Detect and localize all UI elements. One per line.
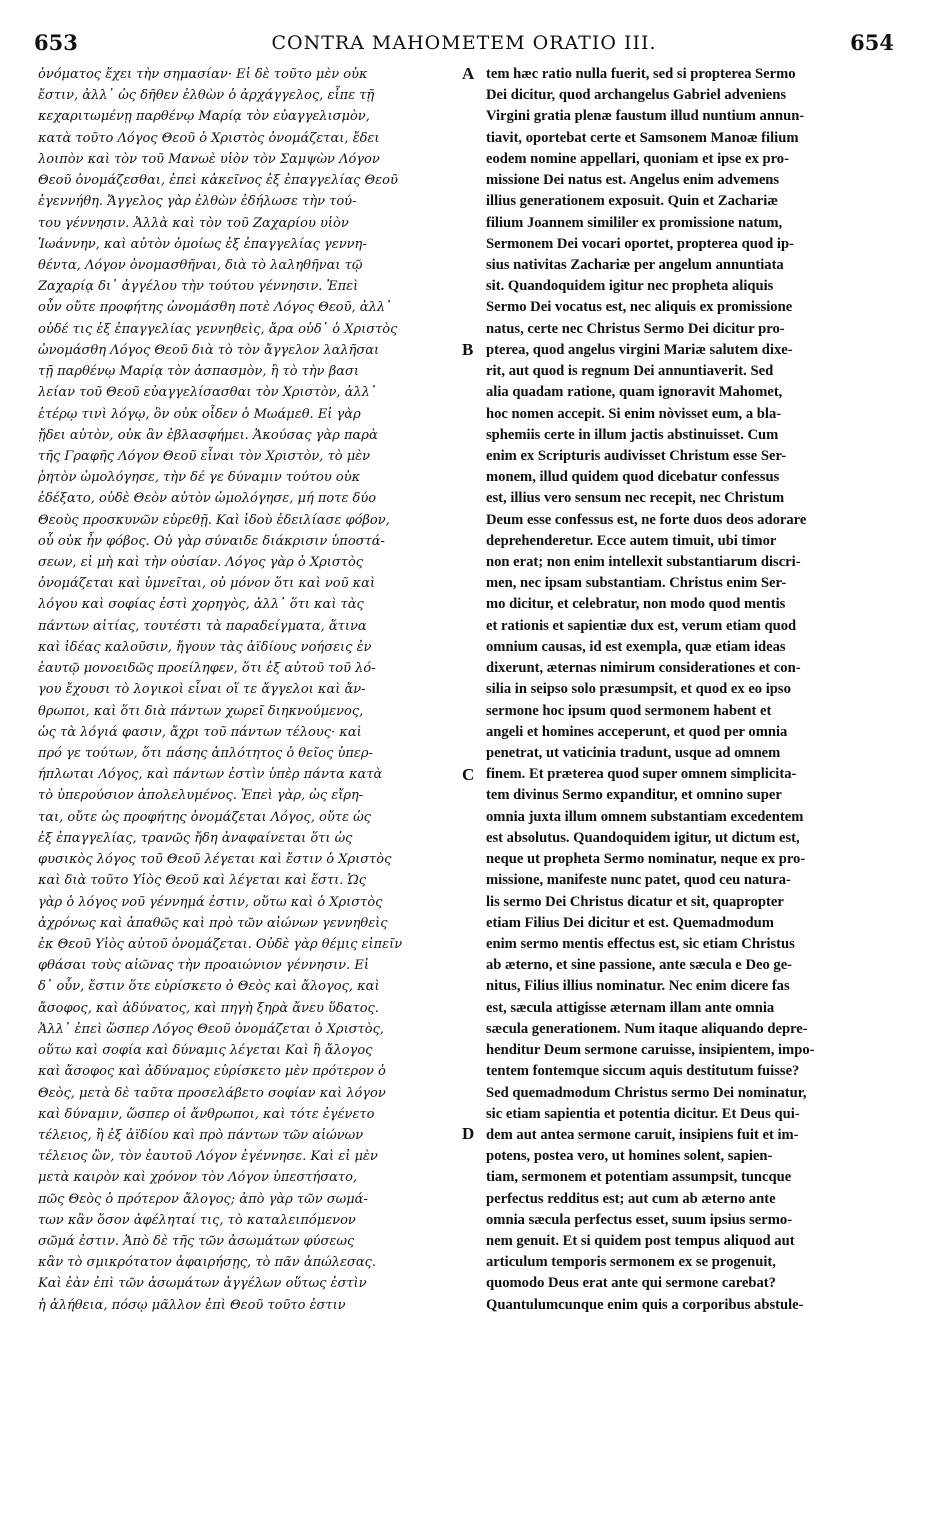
latin-text-line: tiavit, oportebat certe et Samsonem Manoæ filium: [486, 129, 799, 146]
greek-text-line: πάντων αἰτίας, τουτέστι τὰ παραδείγματα, ἅτινα: [38, 618, 367, 634]
latin-text-column: [486, 64, 910, 1316]
latin-text-line: monem, illud quidem quod dicebatur confessus: [486, 469, 780, 486]
latin-text-line: tem hæc ratio nulla fuerit, sed si propterea Sermo: [486, 66, 796, 82]
section-marker-a: A: [462, 64, 475, 83]
greek-text-line: Θεοῦ ὀνομάζεσθαι, ἐπεὶ κἀκεῖνος ἐξ ἐπαγγελίας Θεοῦ: [38, 173, 398, 189]
latin-text-line: omnia sæcula perfectus esset, suum ipsius sermo-: [486, 1211, 793, 1228]
page-number-left: 653: [34, 30, 78, 55]
greek-text-line: ὡς τὰ λόγιά φασιν, ἄχρι τοῦ πάντων τέλους· καὶ: [38, 724, 362, 740]
greek-text-line: ἄσοφος, καὶ ἀδύνατος, καὶ πηγὴ ξηρὰ ἄνευ ὕδατος.: [38, 1000, 379, 1016]
latin-text-line: rit, aut quod is regnum Dei annuntiaverit. Sed: [486, 363, 774, 380]
greek-text-line: καὶ ἰδέας καλοῦσιν, ἤγουν τὰς ἀϊδίους νοήσεις ἐν: [38, 639, 372, 655]
greek-text-line: κατὰ τοῦτο Λόγος Θεοῦ ὁ Χριστὸς ὀνομάζεται, ἔδει: [38, 130, 380, 146]
greek-text-line: ἐδέξατο, οὐδὲ Θεὸν αὐτὸν ὡμολόγησε, μή ποτε δύο: [38, 491, 377, 507]
section-marker-c: C: [462, 765, 475, 784]
greek-text-line: του γέννησιν. Ἀλλὰ καὶ τὸν τοῦ Ζαχαρίου υἱὸν: [38, 215, 349, 231]
greek-text-line: ἡ ἀλήθεια, πόσῳ μᾶλλον ἐπὶ Θεοῦ τοῦτο ἐστιν: [38, 1297, 346, 1313]
latin-text-line: pterea, quod angelus virgini Mariæ salutem dixe-: [486, 341, 793, 358]
latin-text-line: perfectus redditus est; aut cum ab æterno ante: [486, 1190, 776, 1207]
greek-text-line: σεων, εἰ μὴ καὶ τὴν οὐσίαν. Λόγος γὰρ ὁ Χριστὸς: [38, 555, 364, 571]
greek-text-line: ται, οὔτε ὡς προφήτης ὀνομάζεται Λόγος, οὔτε ὡς: [38, 809, 371, 825]
greek-text-line: ἑαυτῷ μονοειδῶς προείληφεν, ὅτι ἐξ αὐτοῦ τοῦ λό-: [38, 661, 376, 677]
greek-text-line: ῥητὸν ὡμολόγησε, τὴν δέ γε δύναμιν τούτου οὐκ: [38, 470, 361, 486]
latin-text-line: missione, manifeste nunc patet, quod ceu natura-: [486, 872, 791, 889]
latin-text-line: est, sæcula attigisse æternam illam ante omnia: [486, 999, 775, 1016]
greek-text-line: καὶ διὰ τοῦτο Υἱὸς Θεοῦ καὶ λέγεται καὶ ἔστι. Ὡς: [38, 873, 367, 889]
latin-text-line: finem. Et præterea quod super omnem simplicita-: [486, 766, 797, 783]
greek-text-column: [38, 64, 458, 1316]
greek-text-line: σῶμά ἐστιν. Ἀπὸ δὲ τῆς τῶν ἀσωμάτων φύσεως: [38, 1234, 355, 1250]
greek-text-line: Θεὸς, μετὰ δὲ ταῦτα προσελάβετο σοφίαν καὶ λόγον: [38, 1085, 386, 1101]
greek-text-line: ὀνόματος ἔχει τὴν σημασίαν· Εἰ δὲ τοῦτο μὲν οὐκ: [38, 67, 368, 82]
greek-text-line: λείαν τοῦ Θεοῦ εὐαγγελίσασθαι τὸν Χριστὸν, ἀλλ᾽: [38, 385, 377, 401]
latin-text-line: nitus, Filius illius nominatur. Nec enim dicere fas: [486, 978, 790, 995]
latin-text-line: enim ex Scripturis audivisset Christum esse Ser-: [486, 447, 787, 464]
page-header: [34, 30, 894, 58]
latin-text-line: lis sermo Dei Christus dicatur et sit, quapropter: [486, 893, 784, 910]
greek-text-line: οὖν οὔτε προφήτης ὠνομάσθη ποτὲ Λόγος Θεοῦ, ἀλλ᾽: [38, 300, 392, 316]
greek-text-line: τῇ παρθένῳ Μαρίᾳ τὸν ἀσπασμὸν, ἢ τὸ τὴν βασι: [38, 364, 359, 380]
greek-text-line: Ἰωάννην, καὶ αὐτὸν ὁμοίως ἐξ ἐπαγγελίας γεννη-: [38, 236, 367, 252]
greek-text-line: καὶ δύναμιν, ὥσπερ οἱ ἄνθρωποι, καὶ τότε ἐγένετο: [38, 1106, 375, 1122]
latin-text-line: sius nativitas Zachariæ per angelum annuntiata: [486, 256, 784, 273]
page-number-right: 654: [850, 30, 894, 55]
greek-text-line: θέντα, Λόγον ὀνομασθῆναι, διὰ τὸ λαληθῆναι τῷ: [38, 257, 363, 273]
greek-text-line: ήπλωται Λόγος, καὶ πάντων ἐστὶν ὑπὲρ πάντα κατὰ: [38, 767, 383, 783]
latin-text-line: dem aut antea sermone caruit, insipiens fuit et im-: [486, 1126, 799, 1143]
greek-text-line: κεχαριτωμένῃ παρθένῳ Μαρίᾳ τὸν εὐαγγελισμὸν,: [38, 109, 370, 125]
latin-text-line: deprehenderetur. Ecce autem timuit, ubi timor: [486, 532, 777, 549]
greek-text-line: θρωποι, καὶ ὅτι διὰ πάντων χωρεῖ διηκνούμενος,: [38, 703, 364, 719]
latin-text-line: Quantulumcunque enim quis a corporibus abstule-: [486, 1296, 804, 1313]
greek-text-line: φυσικὸς λόγος τοῦ Θεοῦ λέγεται καὶ ἔστιν ὁ Χριστὸς: [38, 852, 392, 868]
section-marker-d: D: [462, 1124, 475, 1143]
latin-text-line: tem divinus Sermo expanditur, et omnino super: [486, 787, 782, 804]
latin-text-line: sit. Quandoquidem igitur nec propheta aliquis: [486, 278, 774, 295]
greek-text-line: φθάσαι τοὺς αἰῶνας τὴν προαιώνιον γέννησιν. Εἰ: [38, 958, 369, 974]
latin-text-line: nem genuit. Et si quidem post tempus aliquod aut: [486, 1233, 795, 1250]
greek-text-line: πῶς Θεὸς ὁ πρότερον ἄλογος; ἀπὸ γὰρ τῶν σωμά-: [38, 1191, 368, 1207]
greek-text-line: τέλειος, ἢ ἐξ ἀϊδίου καὶ πρὸ πάντων τῶν αἰώνων: [38, 1127, 364, 1143]
latin-text-line: etiam Filius Dei dicitur et est. Quemadmodum: [486, 914, 774, 931]
latin-text-line: Deum esse confessus est, ne forte duos deos adorare: [486, 511, 807, 528]
greek-text-line: οὕτω καὶ σοφία καὶ δύναμις λέγεται Καὶ ἢ ἄλογος: [38, 1043, 373, 1059]
greek-text-line: λόγου καὶ σοφίας ἐστὶ χορηγὸς, ἀλλ᾽ ὅτι καὶ τὰς: [38, 597, 364, 613]
greek-text-line: γὰρ ὁ λόγος νοῦ γέννημά ἐστιν, οὕτω καὶ ὁ Χριστὸς: [38, 894, 383, 910]
latin-text-line: penetrat, ut vaticinia tradunt, usque ad omnem: [486, 745, 781, 761]
latin-text-line: Dei dicitur, quod archangelus Gabriel adveniens: [486, 87, 787, 104]
latin-text-line: et rationis et sapientiæ dux est, verum etiam quod: [486, 617, 797, 634]
greek-text-line: Θεοὺς προσκυνῶν εὑρεθῇ. Καὶ ἰδοὺ ἐδειλίασε φόβον,: [38, 512, 390, 528]
latin-text-line: natus, certe nec Christus Sermo Dei dicitur pro-: [486, 320, 785, 337]
latin-text-line: est absolutus. Quandoquidem igitur, ut dictum est,: [486, 829, 800, 846]
latin-text-line: Virgini gratia plenæ faustum illud nuntium annun-: [486, 108, 805, 125]
greek-text-line: δ᾽ οὖν, ἔστιν ὅτε εὑρίσκετο ὁ Θεὸς καὶ ἄλογος, καὶ: [38, 979, 380, 995]
greek-text-line: τὸ ὑπερούσιον ἀπολελυμένος. Ἐπεὶ γὰρ, ὡς εἴρη-: [38, 788, 364, 804]
latin-text-line: enim sermo mentis effectus est, sic etiam Christus: [486, 935, 795, 952]
latin-text-line: est, illius vero sensum nec recepit, nec Christum: [486, 490, 785, 507]
greek-text-line: Ἀλλ᾽ ἐπεὶ ὥσπερ Λόγος Θεοῦ ὀνομάζεται ὁ Χριστὸς,: [38, 1021, 384, 1037]
latin-text-line: omnium causas, id est exempla, quæ etiam ideas: [486, 638, 786, 655]
latin-text-line: quomodo Deus erat ante qui sermone carebat?: [486, 1275, 776, 1292]
latin-text-line: tentem fontemque siccum aquis destitutum fuisse?: [486, 1063, 800, 1080]
greek-text-line: των κἂν ὅσον ἀφέληταί τις, τὸ καταλειπόμενον: [38, 1212, 356, 1228]
greek-text-line: ἐκ Θεοῦ Υἱὸς αὐτοῦ ὀνομάζεται. Οὐδὲ γὰρ θέμις εἰπεῖν: [38, 936, 403, 952]
latin-text-line: eodem nomine appellari, quoniam et ipse ex pro-: [486, 150, 789, 167]
latin-text-line: neque ut propheta Sermo nominatur, neque ex pro-: [486, 851, 806, 868]
latin-text-line: Sermonem Dei vocari oportet, propterea quod ip-: [486, 235, 794, 252]
greek-text-line: καὶ ἄσοφος καὶ ἀδύναμος εὑρίσκετο μὲν πρότερον ὁ: [38, 1064, 386, 1080]
greek-text-line: τέλειος ὢν, τὸν ἑαυτοῦ Λόγον ἐγέννησε. Καὶ εἰ μὲν: [38, 1149, 378, 1165]
greek-text-line: λοιπὸν καὶ τὸν τοῦ Μανωὲ υἱὸν τὸν Σαμψὼν Λόγον: [38, 151, 380, 167]
latin-text-line: ab æterno, et sine passione, ante sæcula e Deo ge-: [486, 957, 793, 974]
latin-text-line: silia in seipso solo præsumpsit, et quod ex eo ipso: [486, 681, 791, 698]
section-marker-b: B: [462, 340, 474, 359]
greek-text-line: μετὰ καιρὸν καὶ χρόνον τὸν Λόγον ὑπεστήσατο,: [38, 1170, 358, 1186]
latin-text-line: non erat; non enim intellexit substantiarum discri-: [486, 554, 801, 571]
greek-text-line: οὗ οὐκ ἦν φόβος. Οὐ γὰρ σύναιδε διάκρισιν ὑποστά-: [38, 533, 385, 549]
greek-text-line: τῆς Γραφῆς Λόγον Θεοῦ εἶναι τὸν Χριστὸν, τὸ μὲν: [38, 448, 371, 464]
latin-text-line: men, nec ipsam substantiam. Christus enim Ser-: [486, 575, 787, 592]
greek-text-line: ἐξ ἐπαγγελίας, τρανῶς ἤδη ἀναφαίνεται ὅτι ὡς: [38, 830, 353, 846]
greek-text-line: πρό γε τούτων, ὅτι πάσης ἁπλότητος ὁ θεῖος ὑπερ-: [38, 746, 373, 761]
latin-text-line: missione Dei natus est. Angelus enim advemens: [486, 172, 780, 189]
latin-text-line: sic etiam sapientia et potentia dicitur. Et Deus qui-: [486, 1105, 800, 1122]
latin-text-line: hoc nomen accepit. Si enim nòvisset eum, a bla-: [486, 405, 782, 422]
latin-text-line: potens, postea vero, ut homines solent, sapien-: [486, 1148, 773, 1165]
latin-text-line: Sed quemadmodum Christus sermo Dei nominatur,: [486, 1084, 807, 1101]
latin-text-line: henditur Deum sermone caruisse, insipientem, impo-: [486, 1042, 815, 1059]
latin-text-line: tiam, sermonem et potentiam assumpsit, tuncque: [486, 1169, 792, 1186]
latin-text-line: Sermo Dei vocatus est, nec aliquis ex promissione: [486, 299, 793, 316]
latin-text-line: mo dicitur, et celebratur, non modo quod mentis: [486, 596, 786, 613]
latin-text-line: sermone hoc ipsum quod sermonem habent et: [486, 702, 772, 719]
greek-text-line: ἔστιν, ἀλλ᾽ ὡς δῆθεν ἐλθὼν ὁ ἀρχάγγελος, εἶπε τῇ: [38, 88, 375, 104]
greek-text-line: Ζαχαρίᾳ δι᾽ ἀγγέλου τὴν τούτου γέννησιν. Ἐπεὶ: [38, 279, 359, 295]
greek-text-line: ᾔδει αὐτὸν, οὐκ ἂν ἐβλασφήμει. Ἀκούσας γὰρ παρὰ: [38, 427, 378, 443]
latin-text-line: sæcula generationem. Num itaque aliquando depre-: [486, 1020, 808, 1037]
latin-text-line: articulum temporis sermonem ex se progenuit,: [486, 1254, 776, 1271]
latin-text-line: illius generationem exposuit. Quin et Zachariæ: [486, 193, 778, 210]
latin-text-line: dixerunt, æternas nimirum considerationes et con-: [486, 660, 801, 677]
greek-text-line: Καὶ ἐὰν ἐπὶ τῶν ἀσωμάτων ἀγγέλων οὕτως ἐστὶν: [38, 1276, 367, 1292]
latin-text-line: angeli et homines acceperunt, et quod per omnia: [486, 723, 788, 740]
greek-text-line: ἀχρόνως καὶ ἀπαθῶς καὶ πρὸ τῶν αἰώνων γεννηθεὶς: [38, 915, 388, 931]
latin-text-line: filium Joannem simililer ex promissione natum,: [486, 214, 783, 231]
greek-text-line: ὀνομάζεται καὶ ὑμνεῖται, οὐ μόνον ὅτι καὶ νοῦ καὶ: [38, 576, 376, 592]
greek-text-line: κἂν τὸ σμικρότατον ἀφαιρήσῃς, τὸ πᾶν ἀπώλεσας.: [38, 1255, 377, 1271]
latin-text-line: omnia juxta illum omnem substantiam excedentem: [486, 808, 804, 825]
greek-text-line: ἐγεννήθη. Ἄγγελος γὰρ ἐλθὼν ἐδήλωσε τὴν τού-: [38, 194, 357, 210]
greek-text-line: ἑτέρῳ τινὶ λόγῳ, ὃν οὐκ οἶδεν ὁ Μωάμεθ. Εἰ γὰρ: [38, 406, 361, 422]
running-title: CONTRA MAHOMETEM ORATIO III.: [271, 32, 657, 54]
greek-text-line: οὐδέ τις ἐξ ἐπαγγελίας γεννηθεὶς, ἄρα οὐδ᾽ ὁ Χριστὸς: [38, 321, 398, 337]
latin-text-line: alia quadam ratione, quam ignoravit Mahomet,: [486, 384, 783, 401]
greek-text-line: ὠνομάσθη Λόγος Θεοῦ διὰ τὸ τὸν ἄγγελον λαλῆσαι: [38, 342, 380, 358]
latin-text-line: sphemiis certe in illum jactis abstinuisset. Cum: [486, 426, 779, 443]
greek-text-line: γου ἔχουσι τὸ λογικοὶ εἶναι οἵ τε ἄγγελοι καὶ ἄν-: [38, 682, 366, 698]
